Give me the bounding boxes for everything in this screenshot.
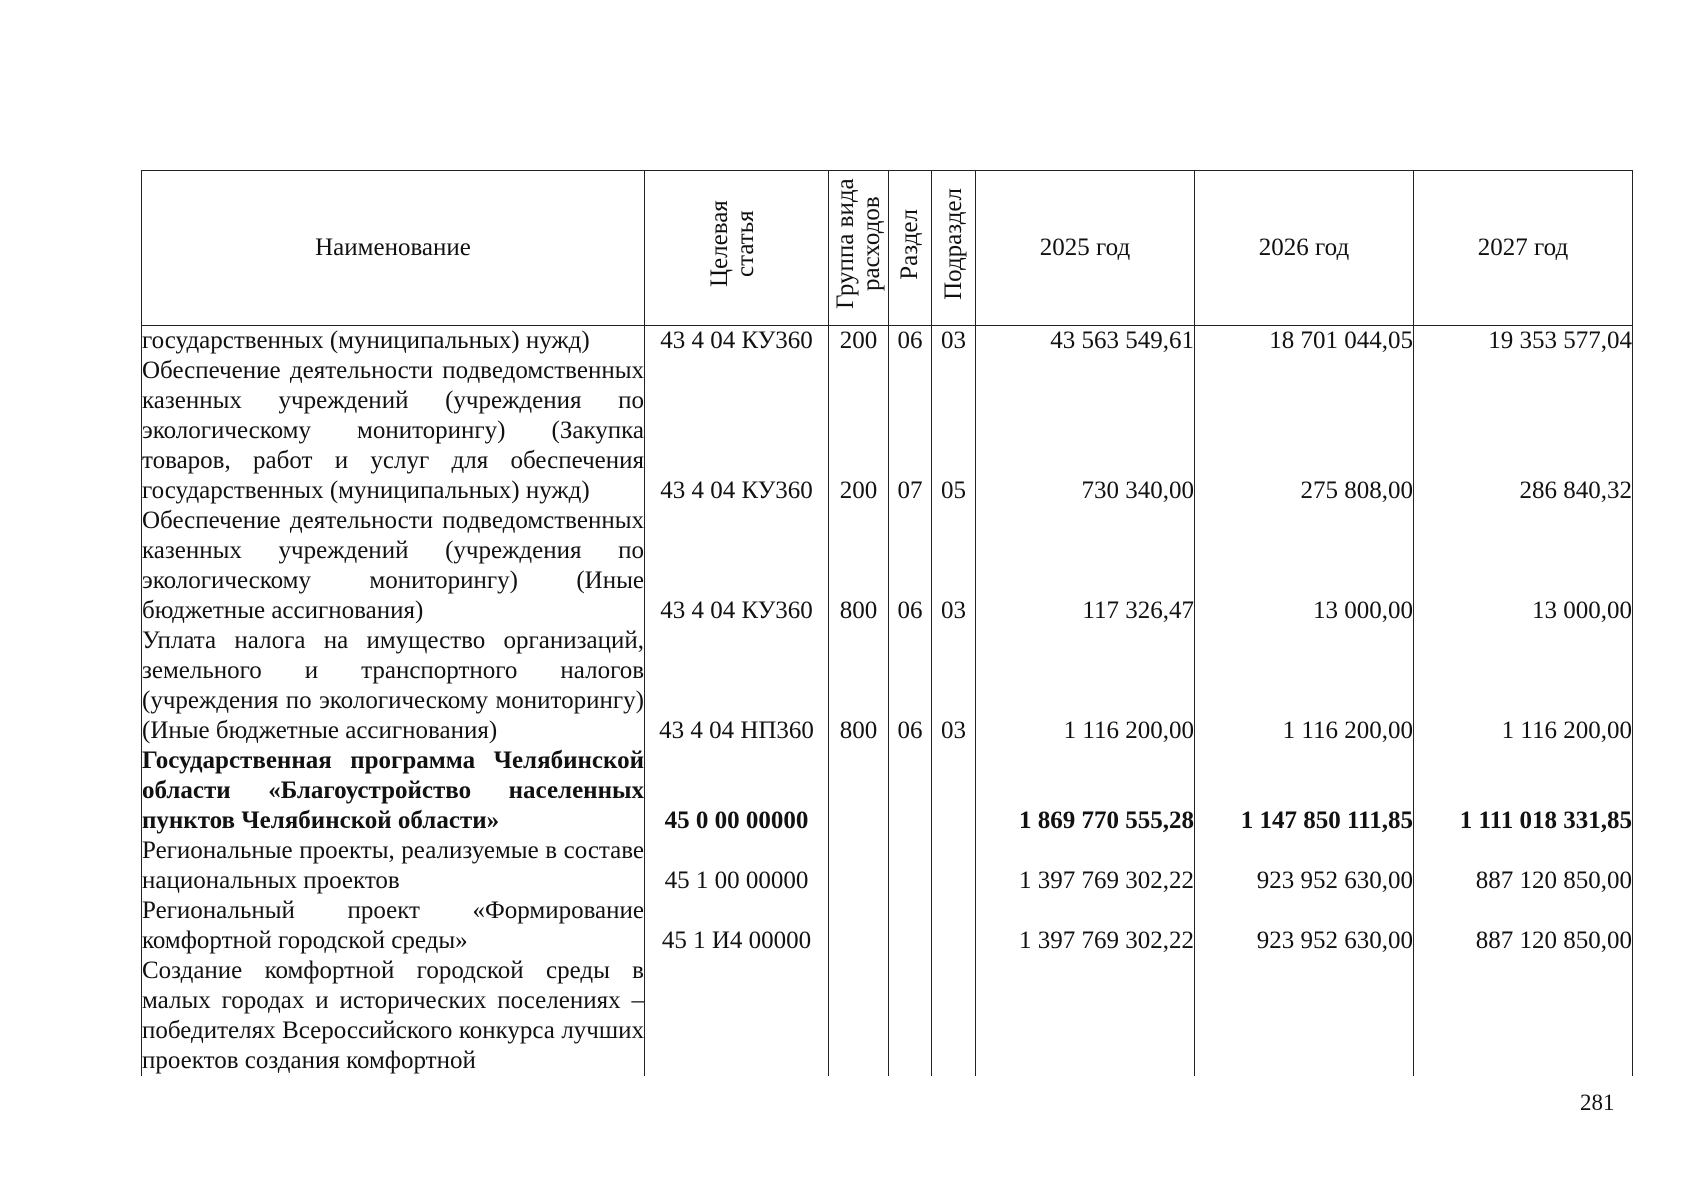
table-row: [142, 836, 1633, 896]
table-header-row: [142, 171, 1633, 326]
row-target-article: [645, 956, 829, 1076]
header-name: Наименование: [142, 171, 645, 326]
row-expense-group: [829, 746, 889, 836]
row-name: государственных (муниципальных) нужд): [142, 326, 645, 357]
row-expense-group: 800: [829, 626, 889, 746]
table-row: [142, 626, 1633, 746]
row-subsection: [932, 896, 976, 956]
header-year-2027: 2027 год: [1414, 171, 1633, 326]
row-section: 07: [889, 356, 932, 506]
row-value-2025: 730 340,00: [976, 356, 1195, 506]
row-value-2025: 117 326,47: [976, 506, 1195, 626]
row-value-2027: 13 000,00: [1414, 506, 1633, 626]
row-value-2027: [1414, 956, 1633, 1076]
row-value-2027: 19 353 577,04: [1414, 326, 1633, 357]
table-row: [142, 506, 1633, 626]
row-expense-group: 200: [829, 356, 889, 506]
row-subsection: 05: [932, 356, 976, 506]
header-section: Раздел: [889, 171, 932, 326]
row-target-article: 43 4 04 КУ360: [645, 326, 829, 357]
row-target-article: 45 1 00 00000: [645, 836, 829, 896]
row-target-article: 43 4 04 КУ360: [645, 356, 829, 506]
row-value-2025: 1 869 770 555,28: [976, 746, 1195, 836]
row-expense-group: [829, 836, 889, 896]
table-row: [142, 326, 1633, 357]
header-subsection: Подраздел: [932, 171, 976, 326]
row-section: 06: [889, 326, 932, 357]
row-name: Обеспечение деятельности подведомственных казенных учреждений (учреждения по экологическому мониторингу) (Закупка товаров, работ и услуг для обеспечения государственных (муниципальных) нужд): [142, 357, 644, 504]
row-value-2025: 1 397 769 302,22: [976, 896, 1195, 956]
row-subsection: [932, 836, 976, 896]
row-target-article: 43 4 04 НП360: [645, 626, 829, 746]
row-target-article: 45 0 00 00000: [645, 746, 829, 836]
row-section: [889, 956, 932, 1076]
row-subsection: 03: [932, 326, 976, 357]
row-section: [889, 896, 932, 956]
row-value-2025: 1 397 769 302,22: [976, 836, 1195, 896]
row-subsection: [932, 746, 976, 836]
header-year-2025: 2025 год: [976, 171, 1195, 326]
row-target-article: 45 1 И4 00000: [645, 896, 829, 956]
row-name: Создание комфортной городской среды в малых городах и исторических поселениях – победителях Всероссийского конкурса лучших проектов создания комфортной: [142, 957, 644, 1074]
row-value-2026: 923 952 630,00: [1195, 896, 1414, 956]
row-value-2026: 1 147 850 111,85: [1195, 746, 1414, 836]
row-name: Региональные проекты, реализуемые в составе национальных проектов: [142, 837, 644, 894]
row-section: 06: [889, 626, 932, 746]
row-value-2025: 1 116 200,00: [976, 626, 1195, 746]
row-subsection: 03: [932, 626, 976, 746]
header-target-article: Целевая статья: [645, 171, 829, 326]
row-value-2027: 887 120 850,00: [1414, 836, 1633, 896]
header-year-2026: 2026 год: [1195, 171, 1414, 326]
row-value-2026: 923 952 630,00: [1195, 836, 1414, 896]
table-row: [142, 956, 1633, 1076]
row-value-2027: 1 111 018 331,85: [1414, 746, 1633, 836]
row-value-2027: 286 840,32: [1414, 356, 1633, 506]
row-name: Уплата налога на имущество организаций, земельного и транспортного налогов (учреждения по экологическому мониторингу) (Иные бюджетные ассигнования): [142, 627, 644, 744]
table-row: [142, 356, 1633, 506]
row-name: Обеспечение деятельности подведомственных казенных учреждений (учреждения по экологическому мониторингу) (Иные бюджетные ассигнования): [142, 507, 644, 624]
row-value-2025: [976, 956, 1195, 1076]
row-value-2026: 13 000,00: [1195, 506, 1414, 626]
row-value-2026: 1 116 200,00: [1195, 626, 1414, 746]
row-expense-group: [829, 896, 889, 956]
table-row: [142, 896, 1633, 956]
row-subsection: [932, 956, 976, 1076]
row-value-2026: [1195, 956, 1414, 1076]
row-subsection: 03: [932, 506, 976, 626]
row-value-2025: 43 563 549,61: [976, 326, 1195, 357]
page-number: 281: [1580, 1090, 1615, 1115]
row-expense-group: 800: [829, 506, 889, 626]
row-section: [889, 836, 932, 896]
row-value-2026: 275 808,00: [1195, 356, 1414, 506]
row-section: [889, 746, 932, 836]
header-expense-group: Группа вида расходов: [829, 171, 889, 326]
row-value-2027: 1 116 200,00: [1414, 626, 1633, 746]
budget-table: [141, 170, 1633, 1076]
row-expense-group: [829, 956, 889, 1076]
row-name: Государственная программа Челябинской области «Благоустройство населенных пунктов Челябинской области»: [142, 747, 644, 834]
row-section: 06: [889, 506, 932, 626]
row-target-article: 43 4 04 КУ360: [645, 506, 829, 626]
row-value-2027: 887 120 850,00: [1414, 896, 1633, 956]
row-name: Региональный проект «Формирование комфортной городской среды»: [142, 897, 644, 954]
row-expense-group: 200: [829, 326, 889, 357]
table-row-program: [142, 746, 1633, 836]
row-value-2026: 18 701 044,05: [1195, 326, 1414, 357]
